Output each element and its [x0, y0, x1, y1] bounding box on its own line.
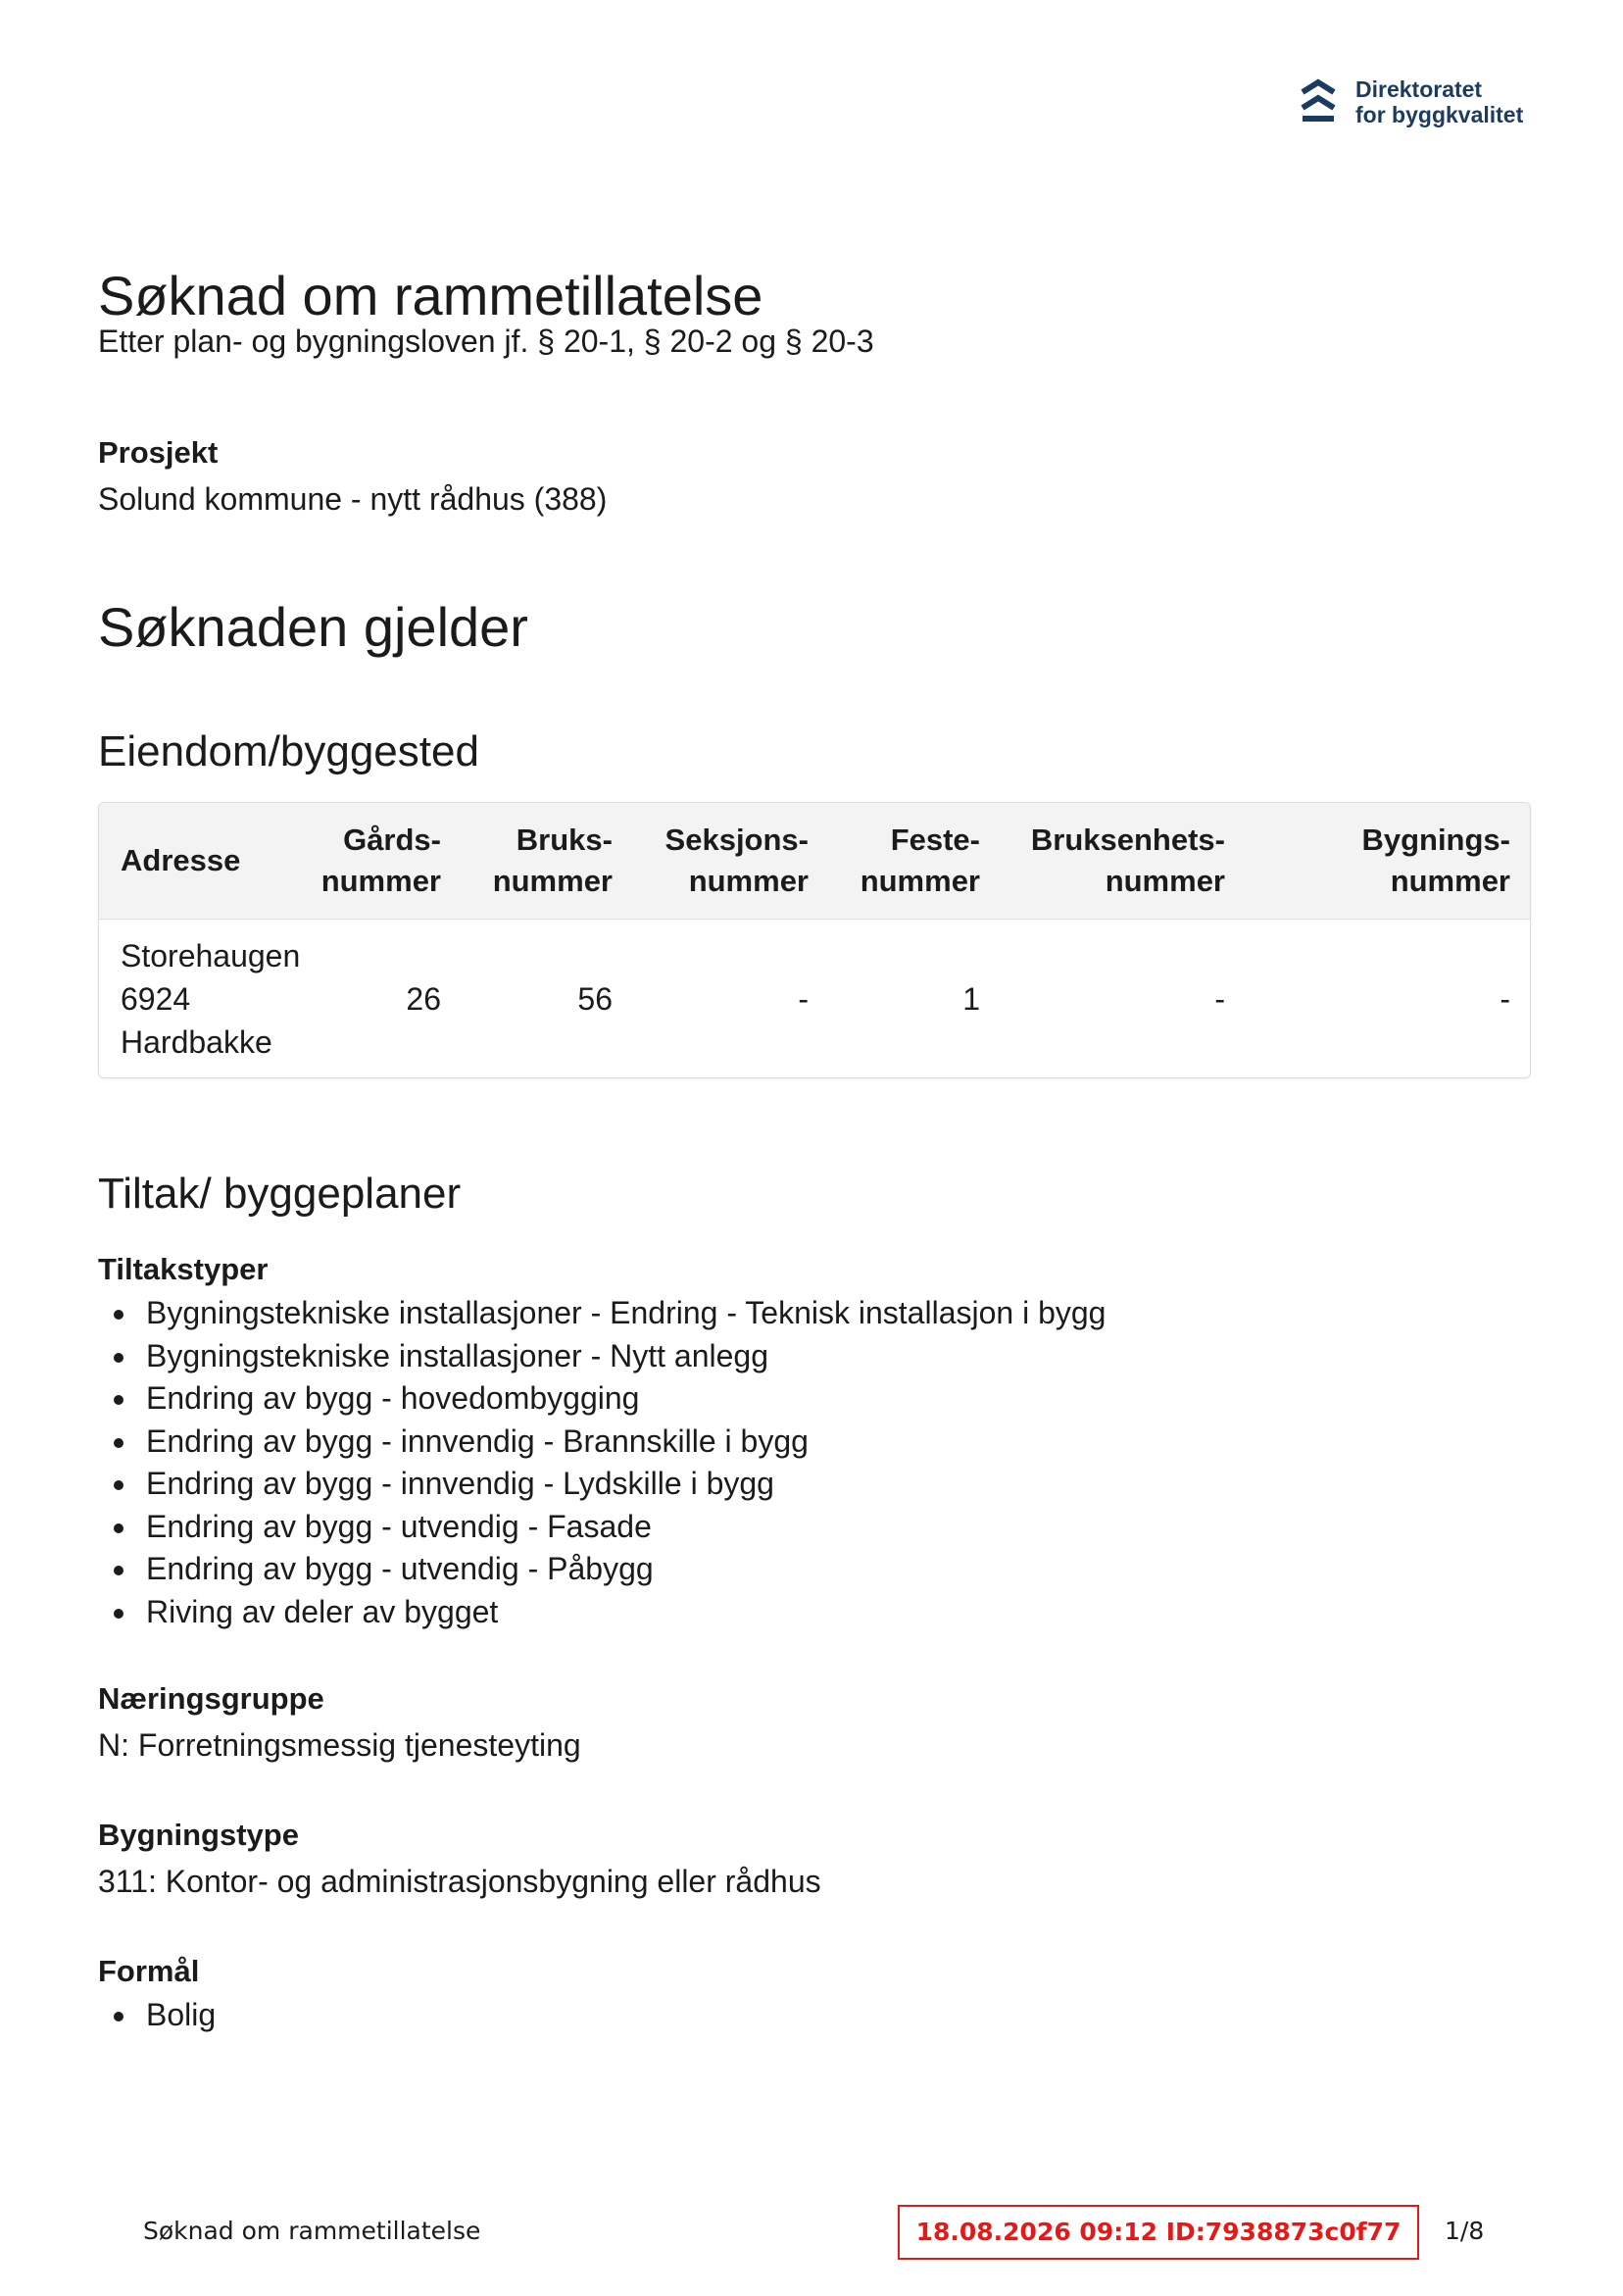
measure-type-item: Riving av deler av bygget — [146, 1591, 1106, 1634]
table-cell: 56 — [577, 980, 613, 1017]
dibk-chevrons-icon — [1299, 78, 1338, 125]
table-header-cell: Gårds- nummer — [291, 803, 463, 919]
logo-line-2: for byggkvalitet — [1355, 102, 1524, 127]
table-header-row — [99, 803, 1531, 919]
document-title: Søknad om rammetillatelse — [98, 265, 763, 326]
measure-type-item: Endring av bygg - innvendig - Lydskille i bygg — [146, 1463, 1106, 1506]
property-heading: Eiendom/byggested — [98, 727, 479, 775]
purpose-item: Bolig — [146, 1994, 216, 2037]
page-number: 1/8 — [1445, 2217, 1485, 2245]
logo — [1299, 76, 1523, 127]
industry-label: Næringsgruppe — [98, 1681, 324, 1716]
purpose-label: Formål — [98, 1954, 200, 1988]
table-cell: Storehaugen 6924 Hardbakke — [121, 937, 301, 1060]
project-value: Solund kommune - nytt rådhus (388) — [98, 481, 608, 517]
measure-types-list — [98, 1292, 1106, 1633]
table-row — [99, 919, 1531, 1078]
measure-type-item: Endring av bygg - innvendig - Brannskille i bygg — [146, 1421, 1106, 1464]
table-header-cell: Adresse — [99, 803, 291, 919]
measure-type-item: Endring av bygg - utvendig - Påbygg — [146, 1548, 1106, 1591]
timestamp-id-stamp: 18.08.2026 09:12 ID:7938873c0f77 — [898, 2205, 1419, 2260]
logo-text — [1355, 76, 1523, 127]
measure-type-item: Bygningstekniske installasjoner - Endring - Teknisk installasjon i bygg — [146, 1292, 1106, 1335]
industry-value: N: Forretningsmessig tjenesteyting — [98, 1727, 581, 1763]
table-cell: - — [1214, 980, 1225, 1017]
table-cell: - — [798, 980, 809, 1017]
building-type-label: Bygningstype — [98, 1818, 299, 1852]
measure-types-label: Tiltakstyper — [98, 1252, 269, 1286]
document-subtitle: Etter plan- og bygningsloven jf. § 20-1, § 20-2 og § 20-3 — [98, 324, 874, 359]
footer-title: Søknad om rammetillatelse — [143, 2217, 481, 2245]
purpose-list — [98, 1994, 216, 2037]
measure-type-item: Endring av bygg - utvendig - Fasade — [146, 1506, 1106, 1549]
project-label: Prosjekt — [98, 435, 219, 470]
table-header-cell: Bygnings- nummer — [1247, 803, 1531, 919]
building-type-value: 311: Kontor- og administrasjonsbygning eller rådhus — [98, 1864, 821, 1899]
table-header-cell: Bruks- nummer — [463, 803, 634, 919]
section-title: Søknaden gjelder — [98, 596, 528, 658]
table-cell: 1 — [962, 980, 980, 1017]
measure-type-item: Bygningstekniske installasjoner - Nytt anlegg — [146, 1335, 1106, 1378]
property-table — [98, 802, 1531, 1078]
table-cell: 26 — [406, 980, 441, 1017]
table-cell: - — [1500, 980, 1510, 1017]
table-header-cell: Bruksenhets- nummer — [1002, 803, 1247, 919]
measure-type-item: Endring av bygg - hovedombygging — [146, 1377, 1106, 1421]
logo-line-1: Direktoratet — [1355, 76, 1483, 102]
measures-heading: Tiltak/ byggeplaner — [98, 1170, 462, 1218]
table-header-cell: Seksjons- nummer — [634, 803, 830, 919]
table-header-cell: Feste- nummer — [830, 803, 1002, 919]
